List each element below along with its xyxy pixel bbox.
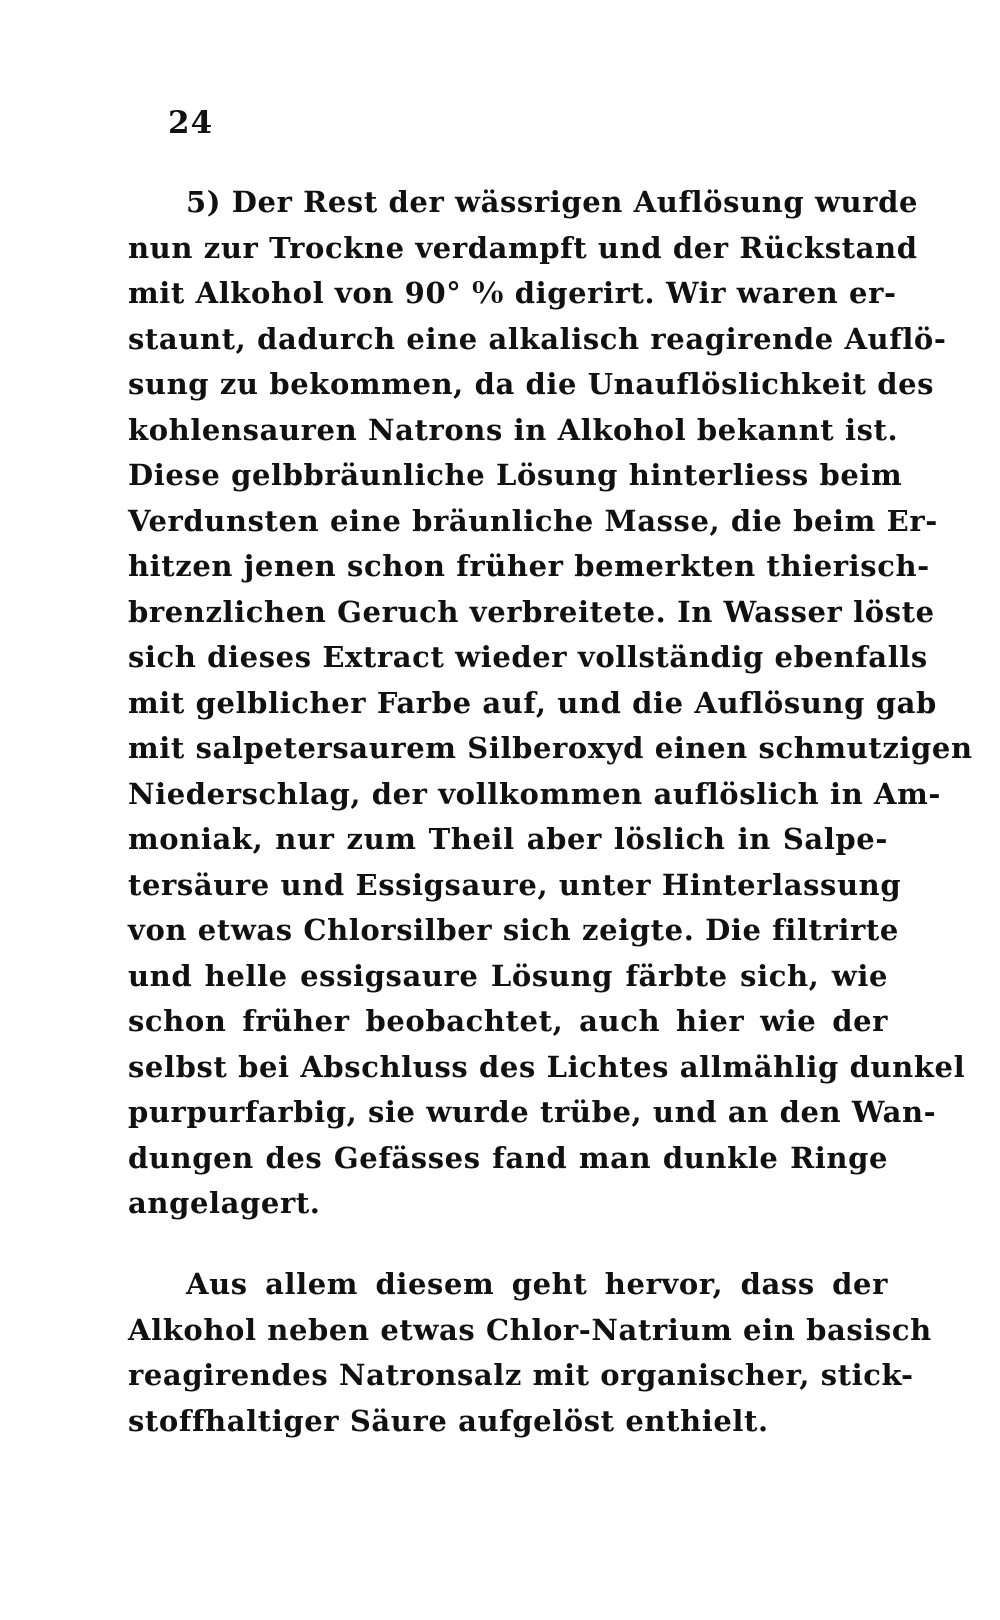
text-line: staunt, dadurch eine alkalisch reagirende Auflö- [128, 321, 947, 356]
text-line: hitzen jenen schon früher bemerkten thierisch- [128, 549, 930, 583]
paragraph-2 [128, 1262, 932, 1444]
text-line: tersäure und Essigsaure, unter Hinterlassung [128, 867, 902, 902]
text-line: mit salpetersaurem Silberoxyd einen schmutzigen [128, 731, 973, 765]
text-line: selbst bei Abschluss des Lichtes allmählig dunkel [128, 1049, 966, 1084]
text-line: reagirendes Natronsalz mit organischer, stick- [128, 1358, 914, 1392]
text-line: Alkohol neben etwas Chlor-Natrium ein basisch [128, 1312, 932, 1347]
text-line: sung zu bekommen, da die Unauflöslichkeit des [128, 367, 935, 401]
text-line: nun zur Trockne verdampft und der Rückstand [128, 230, 918, 265]
text-line: mit Alkohol von 90° ⁰⁄₀ digerirt. Wir waren er- [128, 276, 897, 310]
text-line: purpurfarbig, sie wurde trübe, und an den Wan- [128, 1095, 937, 1129]
text-line: dungen des Gefässes fand man dunkle Ringe [128, 1140, 888, 1175]
paragraph-1 [128, 180, 973, 1227]
text-line: angelagert. [128, 1186, 321, 1220]
text-line: schon früher beobachtet, auch hier wie der [128, 1004, 888, 1038]
text-line: mit gelblicher Farbe auf, und die Auflösung gab [128, 685, 937, 720]
text-line: Niederschlag, der vollkommen auflöslich in Am- [128, 776, 942, 811]
text-line: Verdunsten eine bräunliche Masse, die beim Er- [128, 503, 938, 538]
text-line: und helle essigsaure Lösung färbte sich, wie [128, 958, 888, 993]
text-line: Aus allem diesem geht hervor, dass der [186, 1267, 888, 1301]
page-number: 24 [168, 105, 214, 141]
text-line: sich dieses Extract wieder vollständig ebenfalls [128, 640, 928, 674]
text-line: moniak, nur zum Theil aber löslich in Salpe- [128, 822, 888, 856]
text-line: Diese gelbbräunliche Lösung hinterliess beim [128, 458, 903, 492]
text-line: brenzlichen Geruch verbreitete. In Wasser löste [128, 594, 935, 629]
text-line: stoffhaltiger Säure aufgelöst enthielt. [128, 1403, 769, 1438]
text-line: kohlensauren Natrons in Alkohol bekannt ist. [128, 412, 899, 447]
text-line: 5) Der Rest der wässrigen Auflösung wurde [186, 185, 918, 219]
text-line: von etwas Chlorsilber sich zeigte. Die filtrirte [128, 913, 899, 947]
